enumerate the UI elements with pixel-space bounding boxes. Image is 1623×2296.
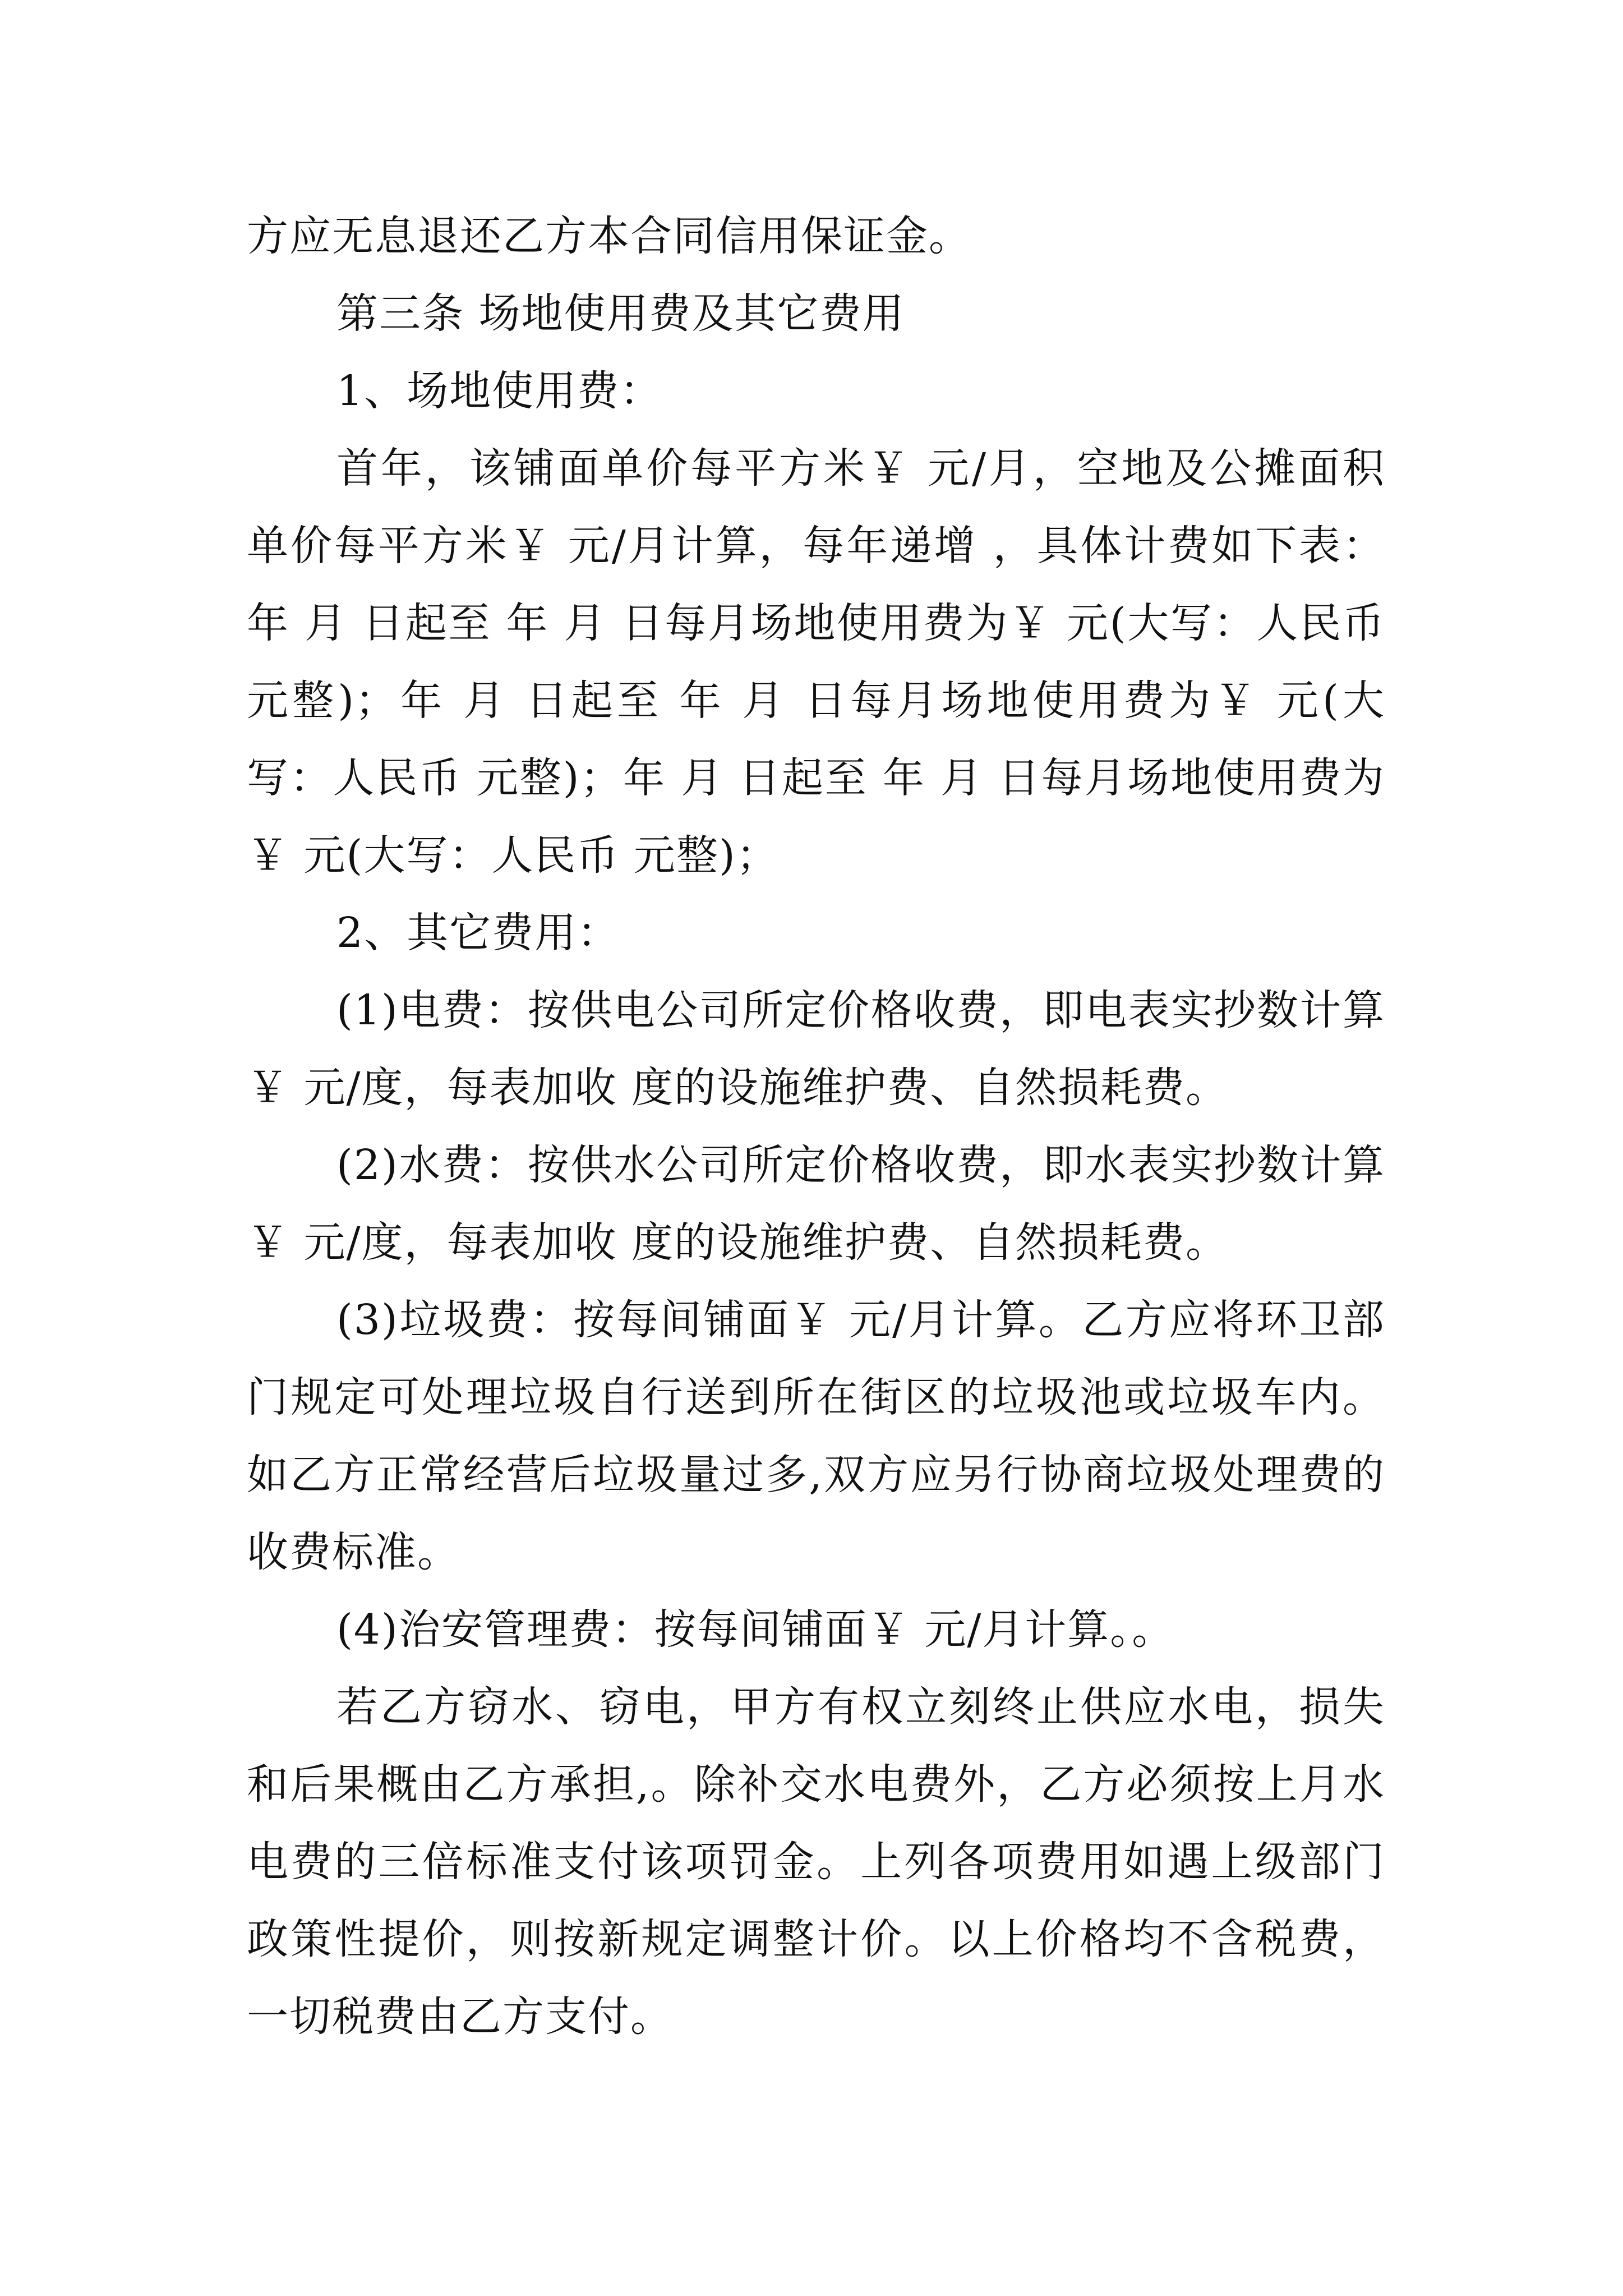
paragraph-security-fee: (4)治安管理费：按每间铺面￥ 元/月计算。。 [336,1605,1175,1654]
paragraph-water-fee: (2)水费：按供水公司所定价格收费，即水表实抄数计算 ￥ 元/度，每表加收 度的设施维护费、自然损耗费。 [247,1141,1385,1267]
paragraph-electricity-fee: (1)电费：按供电公司所定价格收费，即电表实抄数计算 ￥ 元/度，每表加收 度的设施维护费、自然损耗费。 [247,986,1385,1112]
document-body [247,197,1385,2055]
subheading-other-fees: 2、其它费用： [336,909,620,957]
paragraph-penalty-terms: 若乙方窃水、窃电，甲方有权立刻终止供应水电，损失和后果概由乙方承担,。除补交水电费外，乙方必须按上月水电费的三倍标准支付该项罚金。上列各项费用如遇上级部门政策性提价，则按新规定调整计价。以上价格均不含税费，一切税费由乙方支付。 [247,1683,1385,2041]
paragraph-venue-fee-details: 首年，该铺面单价每平方米￥ 元/月，空地及公摊面积单价每平方米￥ 元/月计算，每年递增 ，具体计费如下表：年 月 日起至 年 月 日每月场地使用费为￥ 元(大写：人民币 元整)；年 月 日起至 年 月 日每月场地使用费为￥ 元(大写：人民币 元整)；年 月 日起至 年 月 日每月场地使用费为￥ 元(大写：人民币 元整)； [247,444,1385,880]
paragraph-garbage-fee: (3)垃圾费：按每间铺面￥ 元/月计算。乙方应将环卫部门规定可处理垃圾自行送到所在街区的垃圾池或垃圾车内。如乙方正常经营后垃圾量过多,双方应另行协商垃圾处理费的收费标准。 [247,1296,1385,1576]
subheading-venue-fee: 1、场地使用费： [336,367,663,415]
section-heading-article-3: 第三条 场地使用费及其它费用 [336,289,905,338]
paragraph-1: 方应无息退还乙方本合同信用保证金。 [247,212,971,260]
